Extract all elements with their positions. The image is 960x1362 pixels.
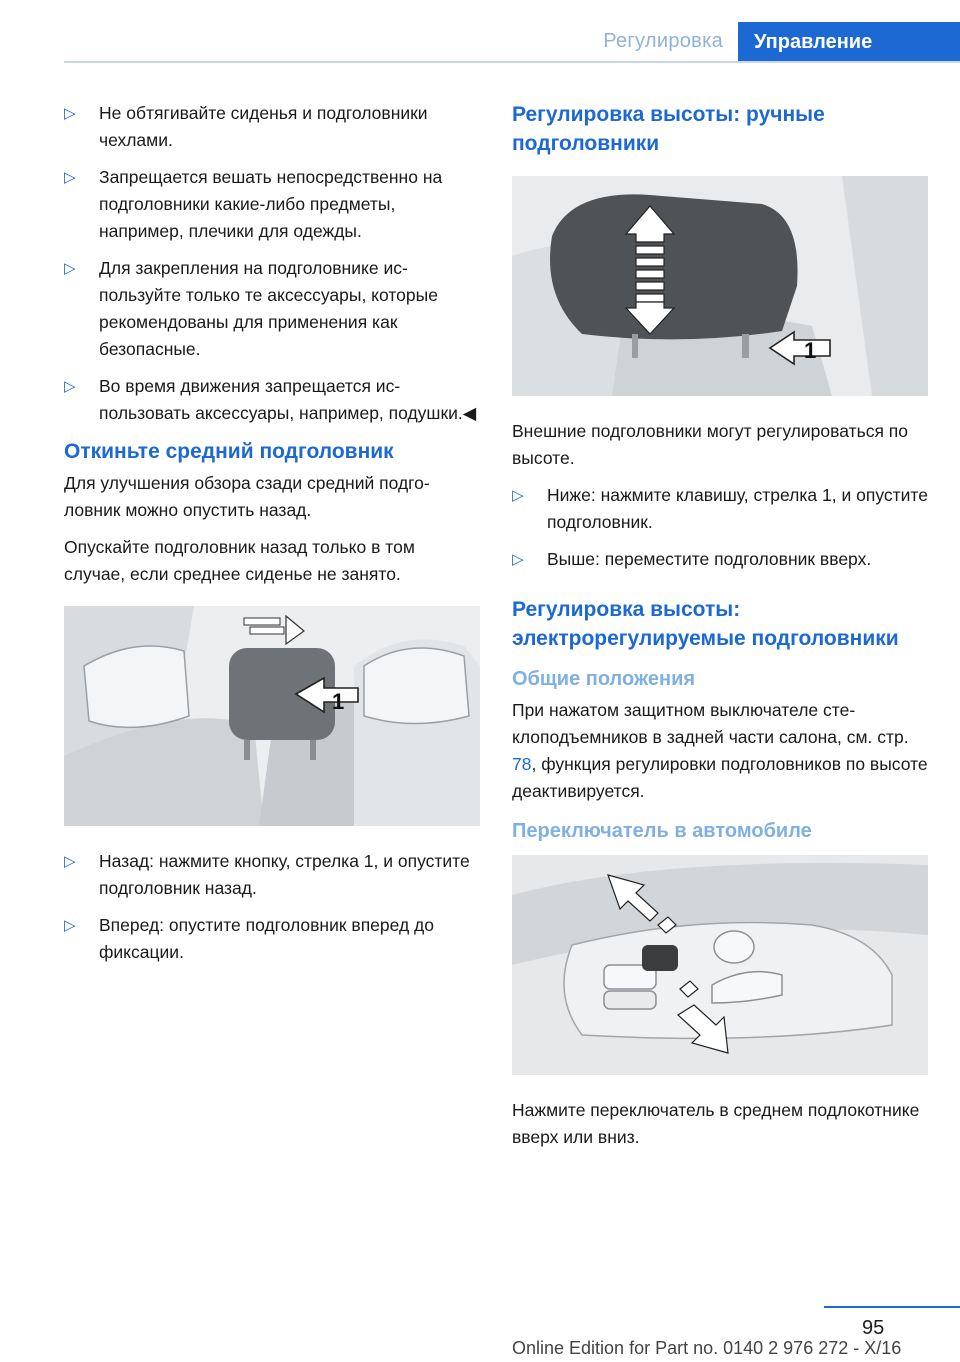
armrest-switch-illustration [512,855,928,1075]
list-item: ▷ Назад: нажмите кнопку, стрелка 1, и опустите подголовник назад. [64,848,480,902]
bullet-triangle-icon: ▷ [64,169,76,186]
paragraph: Опускайте подголовник назад только в том случае, если среднее сиденье не занято. [64,537,415,584]
bullet-triangle-icon: ▷ [512,487,524,504]
section-heading-electric-headrests: Регулировка высоты: электрорегулируемые подголовники [512,598,899,650]
list-item: ▷ Ниже: нажмите клавишу, стрелка 1, и опустите подголовник. [512,482,928,536]
callout-label-1: 1 [332,689,345,714]
bullet-triangle-icon: ▷ [64,260,76,277]
list-item: ▷ Вперед: опустите подголовник вперед до фиксации. [64,912,480,966]
section-heading-manual-headrests: Регулировка высоты: ручные подголовники [512,103,825,155]
bullet-triangle-icon: ▷ [64,378,76,395]
page-number-divider [824,1306,960,1308]
list-item: ▷ Для закрепления на подголовнике используйте только те аксессуары, которые рекомендованы для применения как безопасные. [64,255,480,363]
subheading-general: Общие положения [512,668,696,690]
header-chapter-tab: Управление [738,22,960,62]
paragraph: Внешние подголовники могут регулироваться по высоте. [512,421,909,468]
rear-seat-headrest-image [64,606,480,826]
paragraph: Для улучшения обзора сзади средний подголовник можно опустить назад. [64,473,430,520]
header-divider [64,61,960,63]
bullet-triangle-icon: ▷ [64,105,76,122]
callout-label-1: 1 [804,338,817,363]
header-section-title: Регулировка [603,30,723,52]
left-column [64,100,480,976]
list-item: ▷ Во время движения запрещается использовать аксессуары, например, подушки.◀ [64,373,480,427]
section-heading-fold-headrest: Откиньте средний подголовник [64,440,394,463]
bullet-triangle-icon: ▷ [64,853,76,870]
armrest-switch-image [512,855,928,1075]
manual-headrest-image [512,176,928,396]
rear-seat-headrest-illustration [64,606,480,826]
list-item: ▷ Не обтягивайте сиденья и подголовники чехлами. [64,100,480,154]
footer-edition-text: Online Edition for Part no. 0140 2 976 272 - X/16 [512,1338,902,1358]
right-column [512,100,928,1161]
bullet-triangle-icon: ▷ [512,551,524,568]
bullet-triangle-icon: ▷ [64,917,76,934]
paragraph: При нажатом защитном выключателе стеклоподъемников в задней части салона, см. стр. 78, функция регулировки подголовников по высоте деактивируется. [512,700,928,801]
subheading-switch-in-vehicle: Переключатель в автомобиле [512,820,812,842]
page-reference-link[interactable]: 78 [512,754,532,774]
list-item: ▷ Запрещается вешать непосредственно на подголовники какие-либо предметы, например, плечики для одежды. [64,164,480,245]
list-item: ▷ Выше: переместите подголовник вверх. [512,546,928,573]
page-header [0,22,960,62]
paragraph: Нажмите переключатель в среднем подлокотнике вверх или вниз. [512,1100,920,1147]
page-number: 95 [862,1317,885,1339]
manual-headrest-illustration [512,176,928,396]
